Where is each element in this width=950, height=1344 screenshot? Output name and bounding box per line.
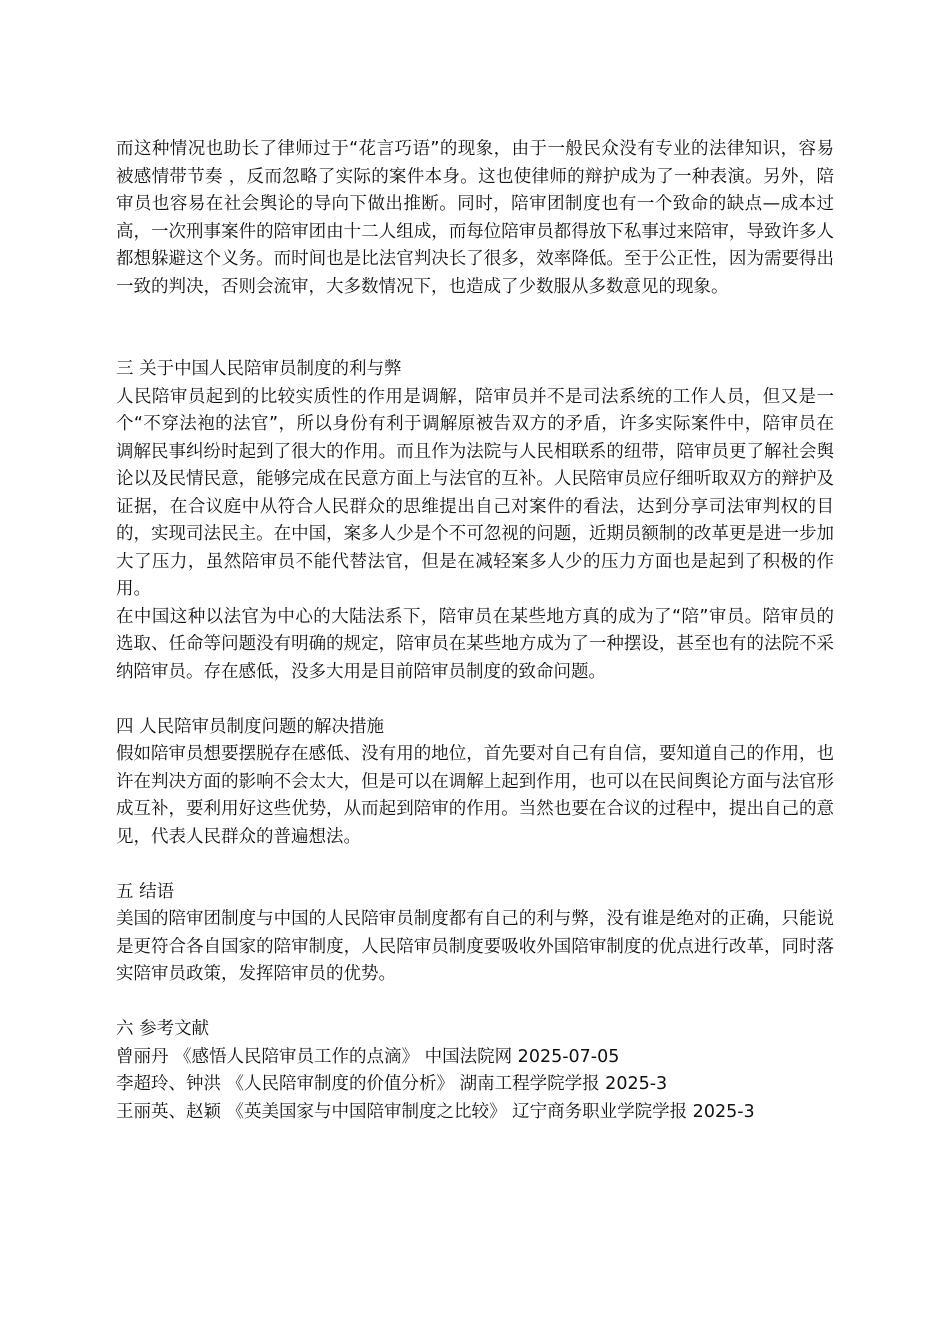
section-spacer bbox=[116, 989, 834, 1017]
section-6-heading: 六 参考文献 bbox=[116, 1019, 210, 1039]
section-4-paragraph: 假如陪审员想要摆脱存在感低、没有用的地位，首先要对自己有自信，要知道自己的作用，也许在判决方面的影响不会太大，但是可以在调解上起到作用，也可以在民间舆论方面与法官形成互补，要利用好这些优势，从而起到陪审的作用。当然也要在合议的过程中，提出自己的意见，代表人民群众的普遍想法。 bbox=[116, 744, 834, 847]
section-5-heading: 五 结语 bbox=[116, 881, 175, 902]
section-5-paragraph: 美国的陪审团制度与中国的人民陪审员制度都有自己的利与弊，没有谁是绝对的正确，只能说是更符合各自国家的陪审制度，人民陪审员制度要吸收外国陪审制度的优点进行改革，同时落实陪审员政策，发挥陪审员的优势。 bbox=[116, 909, 834, 984]
reference-item: 李超玲、钟洪 《人民陪审制度的价值分析》 湖南工程学院学报 2025-3 bbox=[116, 1074, 668, 1094]
section-3-heading: 三 关于中国人民陪审员制度的利与弊 bbox=[116, 359, 402, 379]
document-page bbox=[116, 136, 834, 1126]
section-3-paragraph-1: 人民陪审员起到的比较实质性的作用是调解，陪审员并不是司法系统的工作人员，但又是一个“不穿法袍的法官”，所以身份有利于调解原被告双方的矛盾，许多实际案件中，陪审员在调解民事纠纷时起到了很大的作用。而且作为法院与人民相联系的纽带，陪审员更了解社会舆论以及民情民意，能够完成在民意方面上与法官的互补。人民陪审员应仔细听取双方的辩护及证据，在合议庭中从符合人民群众的思维提出自己对案件的看法，达到分享司法审判权的目的，实现司法民主。在中国，案多人少是个不可忽视的问题，近期员额制的改革更是进一步加大了压力，虽然陪审员不能代替法官，但是在减轻案多人少的压力方面也是起到了积极的作用。 bbox=[116, 386, 834, 599]
reference-item: 王丽英、赵颖 《英美国家与中国陪审制度之比较》 辽宁商务职业学院学报 2025-3 bbox=[116, 1101, 755, 1122]
section-spacer bbox=[116, 686, 834, 714]
section-4-heading: 四 人民陪审员制度问题的解决措施 bbox=[116, 716, 385, 737]
intro-paragraph: 而这种情况也助长了律师过于“花言巧语”的现象，由于一般民众没有专业的法律知识，容易被感情带节奏 ，反而忽略了实际的案件本身。这也使律师的辩护成为了一种表演。另外，陪审员也容易在社会舆论的导向下做出推断。同时，陪审团制度也有一个致命的缺点—成本过高，一次刑事案件的陪审团由十二人组成，而每位陪审员都得放下私事过来陪审，导致许多人都想躲避这个义务。而时间也是比法官判决长了很多，效率降低。至于公正性，因为需要得出一致的判决，否则会流审，大多数情况下，也造成了少数服从多数意见的现象。 bbox=[116, 139, 834, 297]
section-spacer bbox=[116, 301, 834, 356]
section-spacer bbox=[116, 851, 834, 879]
section-3-paragraph-2: 在中国这种以法官为中心的大陆法系下，陪审员在某些地方真的成为了“陪”审员。陪审员的选取、任命等问题没有明确的规定，陪审员在某些地方成为了一种摆设，甚至也有的法院不采纳陪审员。存在感低，没多大用是目前陪审员制度的致命问题。 bbox=[116, 606, 834, 682]
reference-item: 曾丽丹 《感悟人民陪审员工作的点滴》 中国法院网 2025-07-05 bbox=[116, 1046, 620, 1067]
